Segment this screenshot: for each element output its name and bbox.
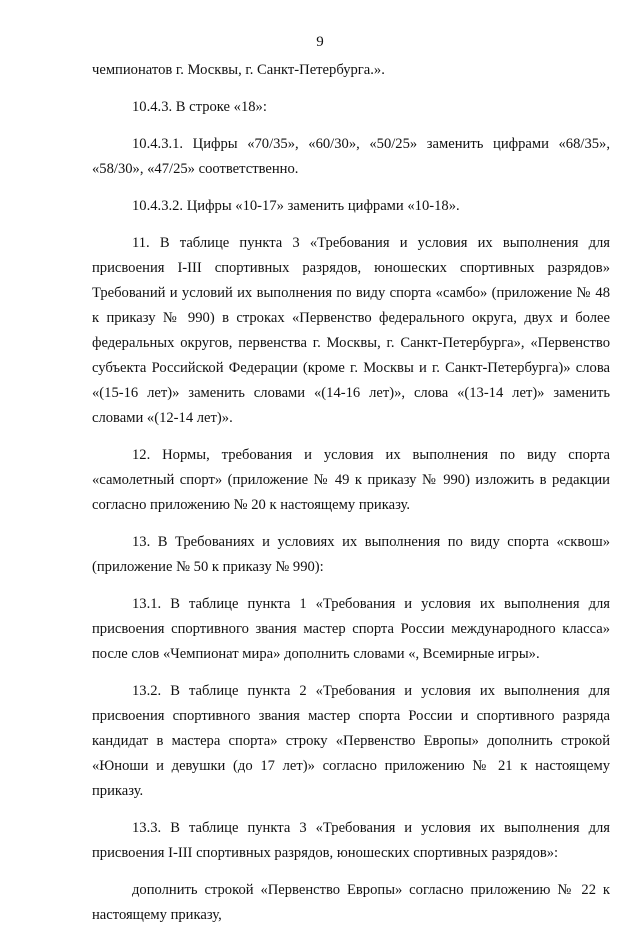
paragraph-11: 11. В таблице пункта 3 «Требования и условия их выполнения для присвоения I-III спортивных разрядов, юношеских спортивных разрядов» Требований и условий их выполнения по виду спорта «самбо» (приложение № 48 к приказу № 990) в строках «Первенство федерального округа, двух и более федеральных округов, первенства г. Москвы, г. Санкт-Петербурга», «Первенство субъекта Российской Федерации (кроме г. Москвы и г. Санкт-Петербурга)» слова «(15-16 лет)» заменить словами «(14-16 лет)», слова «(13-14 лет)» заменить словами «(12-14 лет)». [92, 235, 610, 426]
paragraph-10-4-3: 10.4.3. В строке «18»: [132, 99, 267, 115]
paragraph-continuation: чемпионатов г. Москвы, г. Санкт-Петербурга.». [92, 62, 385, 78]
paragraph-13-1: 13.1. В таблице пункта 1 «Требования и условия их выполнения для присвоения спортивного звания мастер спорта России международного класса» после слов «Чемпионат мира» дополнить словами «, Всемирные игры». [92, 596, 610, 662]
paragraph-10-4-3-1: 10.4.3.1. Цифры «70/35», «60/30», «50/25» заменить цифрами «68/35», «58/30», «47/25» соответственно. [92, 136, 610, 177]
paragraph-13-3-addition: дополнить строкой «Первенство Европы» согласно приложению № 22 к настоящему приказу, [92, 882, 610, 923]
paragraph-13-3: 13.3. В таблице пункта 3 «Требования и условия их выполнения для присвоения I-III спортивных разрядов, юношеских спортивных разрядов»: [92, 820, 610, 861]
paragraph-10-4-3-2: 10.4.3.2. Цифры «10-17» заменить цифрами «10-18». [132, 198, 460, 214]
paragraph-13: 13. В Требованиях и условиях их выполнения по виду спорта «сквош» (приложение № 50 к приказу № 990): [92, 534, 610, 575]
paragraph-12: 12. Нормы, требования и условия их выполнения по виду спорта «самолетный спорт» (приложение № 49 к приказу № 990) изложить в редакции согласно приложению № 20 к настоящему приказу. [92, 447, 610, 513]
page-number: 9 [316, 34, 324, 50]
document-body [92, 58, 610, 940]
paragraph-13-2: 13.2. В таблице пункта 2 «Требования и условия их выполнения для присвоения спортивного звания мастер спорта России и спортивного разряда кандидат в мастера спорта» строку «Первенство Европы» дополнить строкой «Юноши и девушки (до 17 лет)» согласно приложению № 21 к настоящему приказу. [92, 683, 610, 799]
